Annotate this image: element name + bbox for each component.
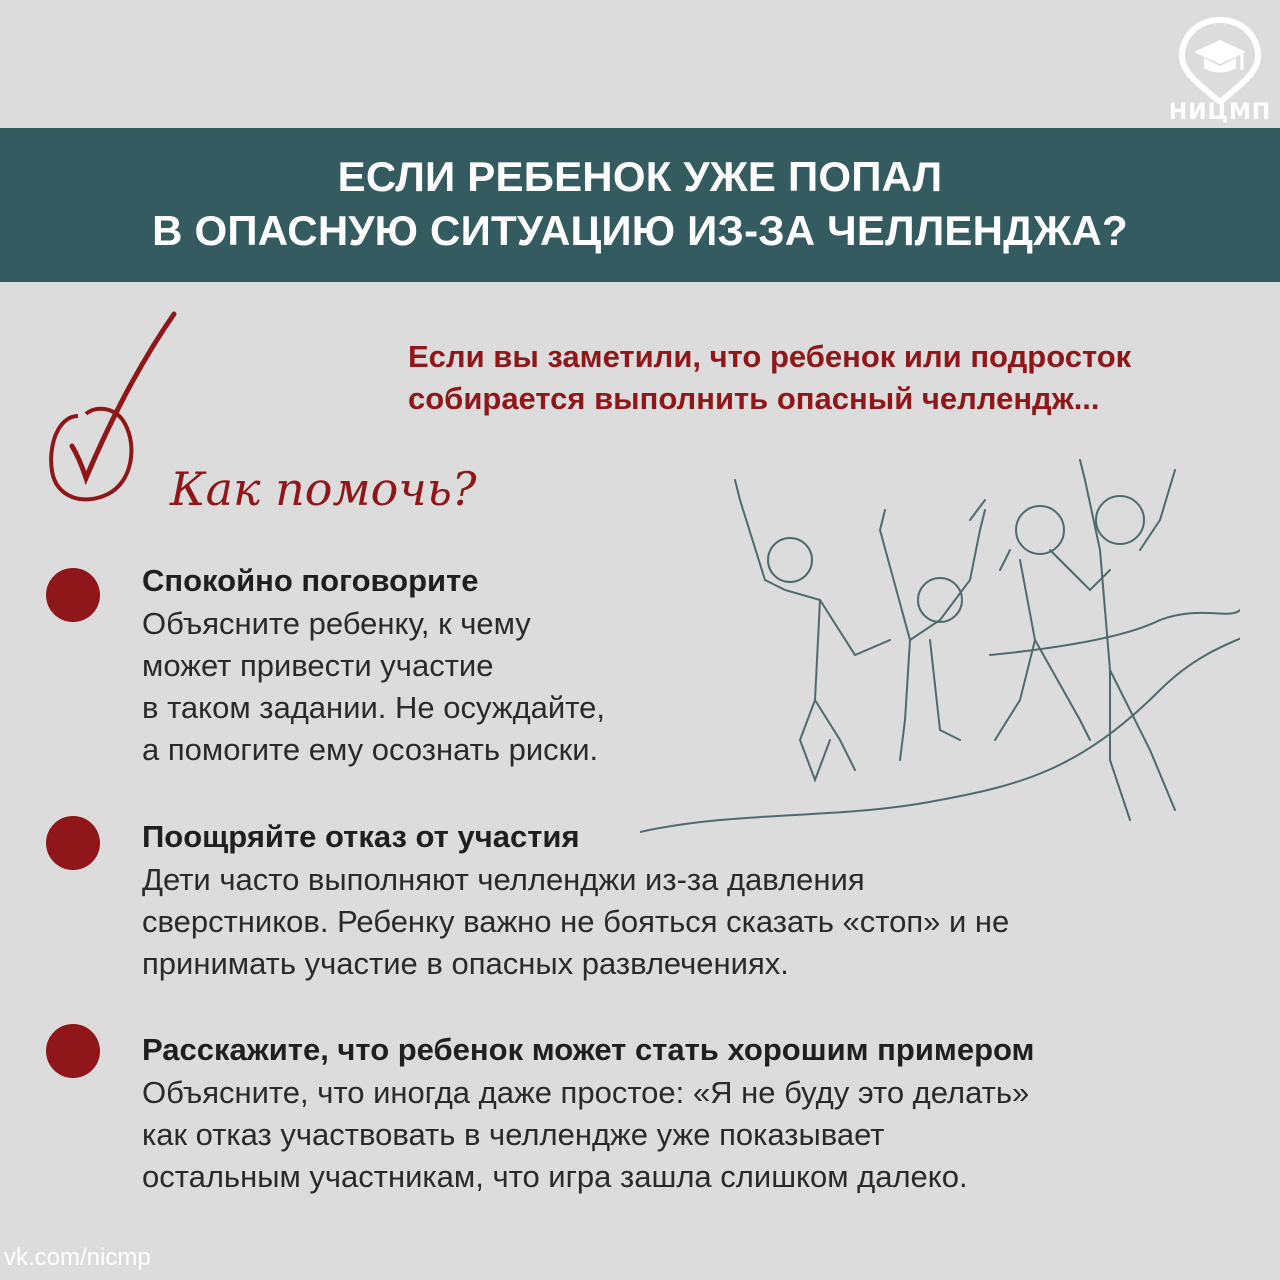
- how-help-heading: Как помочь?: [170, 462, 477, 516]
- item-1-line: может привести участие: [142, 648, 494, 683]
- item-1-line: Объясните ребенку, к чему: [142, 606, 531, 641]
- logo-text: НИЦМП: [1168, 100, 1272, 125]
- item-3-title: Расскажите, что ребенок может стать хорошим примером: [142, 1032, 1035, 1067]
- logo: [1168, 14, 1272, 126]
- item-3-line: остальным участникам, что игра зашла слишком далеко.: [142, 1159, 968, 1194]
- item-3-line: Объясните, что иногда даже простое: «Я не буду это делать»: [142, 1075, 1030, 1110]
- intro-line-2: собирается выполнить опасный челлендж...: [408, 381, 1100, 416]
- jumping-people-illustration: [640, 440, 1240, 840]
- item-3-line: как отказ участвовать в челлендже уже показывает: [142, 1117, 885, 1152]
- title-line-2: В ОПАСНУЮ СИТУАЦИЮ ИЗ-ЗА ЧЕЛЛЕНДЖА?: [152, 207, 1128, 254]
- item-2-line: принимать участие в опасных развлечениях.: [142, 946, 789, 981]
- item-2-text: [142, 859, 1009, 985]
- item-2-title: Поощряйте отказ от участия: [142, 819, 580, 854]
- intro-text: [408, 336, 1258, 420]
- item-2-line: Дети часто выполняют челленджи из-за давления: [142, 862, 865, 897]
- title-banner: [0, 128, 1280, 282]
- item-1-line: а помогите ему осознать риски.: [142, 732, 599, 767]
- checkmark-icon: [38, 306, 188, 516]
- item-1-text: [142, 603, 605, 771]
- footer-link[interactable]: vk.com/nicmp: [4, 1244, 151, 1271]
- bullet-icon: [46, 1024, 100, 1078]
- bullet-icon: [46, 816, 100, 870]
- item-1-title: Спокойно поговорите: [142, 563, 479, 598]
- item-3-text: [142, 1072, 1029, 1198]
- graduation-cap-pin-icon: [1168, 14, 1272, 104]
- intro-line-1: Если вы заметили, что ребенок или подросток: [408, 339, 1132, 374]
- item-2-line: сверстников. Ребенку важно не бояться сказать «стоп» и не: [142, 904, 1010, 939]
- title-line-1: ЕСЛИ РЕБЕНОК УЖЕ ПОПАЛ: [337, 153, 943, 200]
- bullet-icon: [46, 568, 100, 622]
- item-1-line: в таком задании. Не осуждайте,: [142, 690, 605, 725]
